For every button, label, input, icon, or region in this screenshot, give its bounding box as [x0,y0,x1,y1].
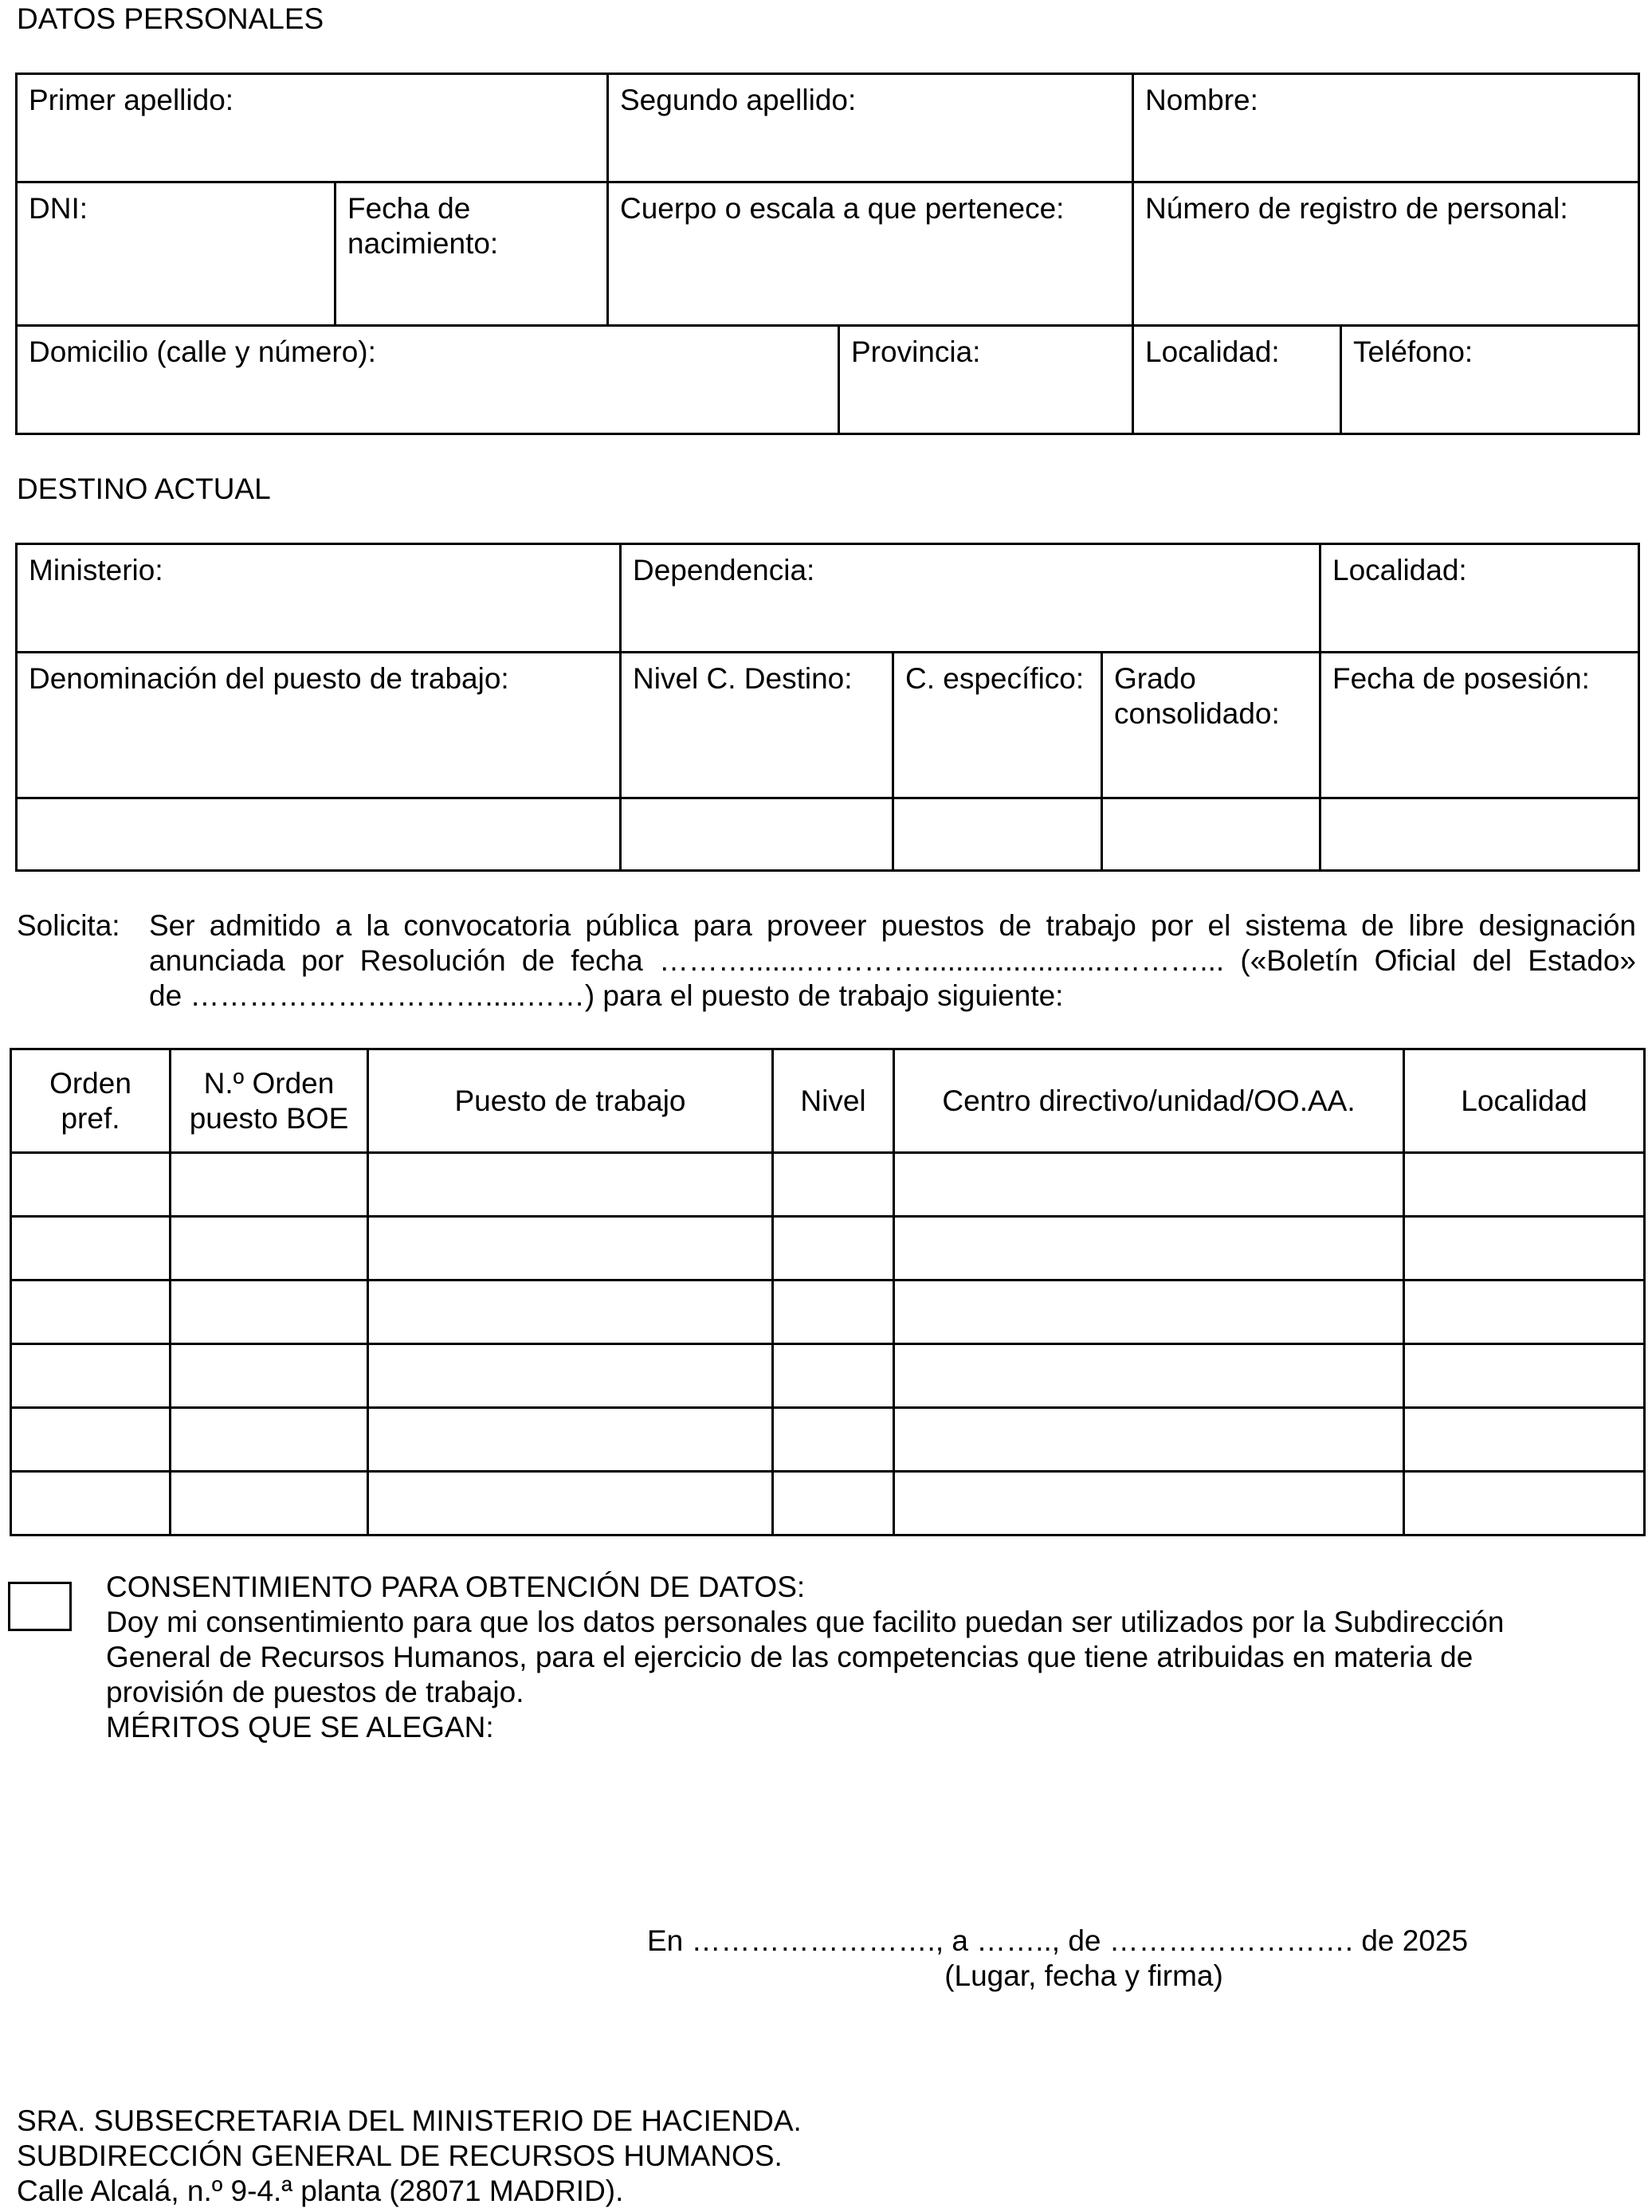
table-row [11,1472,1645,1535]
cell-nivel[interactable] [773,1408,894,1472]
field-localidad-destino[interactable] [1320,544,1639,653]
col-localidad: Localidad [1404,1049,1645,1153]
solicita-line-2: anunciada por Resolución de fecha ……….......………….......................………... («Boletín Oficial del Estado» [149,944,1636,977]
col-orden-pref [11,1049,171,1153]
col-orden-pref-line-1: Orden [49,1066,131,1100]
cell-centro-directivo[interactable] [894,1408,1404,1472]
fecha-nacimiento-label-1: Fecha de [347,192,471,225]
cell-puesto-trabajo[interactable] [368,1281,773,1344]
numero-registro-label: Número de registro de personal: [1145,192,1568,225]
cell-puesto-trabajo[interactable] [368,1217,773,1281]
field-dependencia[interactable] [621,544,1320,653]
ministerio-label: Ministerio: [29,554,163,586]
cell-orden-pref[interactable] [11,1281,171,1344]
cell-nivel[interactable] [773,1153,894,1217]
cell-centro-directivo[interactable] [894,1472,1404,1535]
table-row [11,1281,1645,1344]
cell-orden-boe[interactable] [171,1281,368,1344]
cell-localidad[interactable] [1404,1472,1645,1535]
col-orden-boe [171,1049,368,1153]
table-row [11,1153,1645,1217]
cell-nivel[interactable] [773,1281,894,1344]
solicita-label: Solicita: [17,909,120,942]
grado-label-2: consolidado: [1114,697,1280,730]
cell-localidad[interactable] [1404,1344,1645,1408]
dni-label: DNI: [29,192,88,225]
fecha-posesion-label: Fecha de posesión: [1332,662,1590,695]
col-nivel: Nivel [773,1049,894,1153]
field-nombre[interactable] [1133,74,1639,182]
field-primer-apellido[interactable] [17,74,608,182]
col-orden-pref-line-2: pref. [61,1101,120,1135]
table-row [11,1344,1645,1408]
cell-nivel[interactable] [773,1217,894,1281]
cell-orden-boe[interactable] [171,1472,368,1535]
table-row [11,1217,1645,1281]
cell-orden-pref[interactable] [11,1217,171,1281]
input-denominacion-puesto[interactable] [17,798,621,871]
field-nivel-destino[interactable] [621,653,893,798]
cell-puesto-trabajo[interactable] [368,1344,773,1408]
field-numero-registro[interactable] [1133,182,1639,326]
consent-line-2: General de Recursos Humanos, para el ejercicio de las competencias que tiene atribuidas en materia de [106,1641,1473,1673]
denominacion-puesto-label: Denominación del puesto de trabajo: [29,662,509,695]
field-grado-consolidado[interactable] [1102,653,1320,798]
field-fecha-posesion[interactable] [1320,653,1639,798]
col-orden-boe-line-1: N.º Orden [203,1066,335,1100]
nivel-destino-label: Nivel C. Destino: [633,662,853,695]
positions-header-row [11,1049,1645,1153]
consent-checkbox[interactable] [8,1582,72,1631]
input-nivel-destino[interactable] [621,798,893,871]
positions-body [11,1153,1645,1535]
cell-orden-boe[interactable] [171,1153,368,1217]
footer-addressee: SRA. SUBSECRETARIA DEL MINISTERIO DE HACIENDA. [17,2104,802,2137]
cell-centro-directivo[interactable] [894,1217,1404,1281]
input-complemento-especifico[interactable] [893,798,1102,871]
provincia-label: Provincia: [851,335,981,368]
field-segundo-apellido[interactable] [608,74,1133,182]
cell-localidad[interactable] [1404,1217,1645,1281]
primer-apellido-label: Primer apellido: [29,84,234,116]
col-puesto-trabajo: Puesto de trabajo [368,1049,773,1153]
grado-label-1: Grado [1114,662,1196,695]
col-orden-boe-line-2: puesto BOE [189,1101,349,1135]
cell-orden-pref[interactable] [11,1472,171,1535]
section-title-datos-personales: DATOS PERSONALES [17,2,324,35]
nombre-label: Nombre: [1145,84,1258,116]
cell-orden-boe[interactable] [171,1344,368,1408]
field-fecha-nacimiento[interactable] [336,182,608,326]
cell-nivel[interactable] [773,1472,894,1535]
solicita-line-3: de ………………………….....……) para el puesto de trabajo siguiente: [149,979,1064,1012]
cell-puesto-trabajo[interactable] [368,1408,773,1472]
signature-caption: (Lugar, fecha y firma) [944,1959,1223,1992]
field-denominacion-puesto[interactable] [17,653,621,798]
consent-line-1: Doy mi consentimiento para que los datos personales que facilito puedan ser utilizados por la Subdirección [106,1606,1505,1638]
consent-title: CONSENTIMIENTO PARA OBTENCIÓN DE DATOS: [106,1571,806,1603]
field-localidad[interactable] [1133,326,1341,434]
field-telefono[interactable] [1341,326,1639,434]
cell-nivel[interactable] [773,1344,894,1408]
fecha-nacimiento-label-2: nacimiento: [347,227,499,260]
footer-department: SUBDIRECCIÓN GENERAL DE RECURSOS HUMANOS. [17,2139,783,2172]
input-fecha-posesion[interactable] [1320,798,1639,871]
field-dni[interactable] [17,182,336,326]
cell-puesto-trabajo[interactable] [368,1153,773,1217]
consent-line-3: provisión de puestos de trabajo. [106,1676,524,1708]
field-domicilio[interactable] [17,326,839,434]
personal-data-table [15,73,1640,435]
localidad-destino-label: Localidad: [1332,554,1467,586]
footer-address: Calle Alcalá, n.º 9-4.ª planta (28071 MADRID). [17,2175,624,2207]
cell-localidad[interactable] [1404,1153,1645,1217]
localidad-label: Localidad: [1145,335,1280,368]
cuerpo-escala-label: Cuerpo o escala a que pertenece: [620,192,1065,225]
signature-place-date: En ……………………., a …….., de ……………………. de 2025 [647,1924,1469,1957]
cell-puesto-trabajo[interactable] [368,1472,773,1535]
solicita-line-1: Ser admitido a la convocatoria pública para proveer puestos de trabajo por el sistema de libre designación [149,909,1636,942]
cell-orden-pref[interactable] [11,1408,171,1472]
col-centro-directivo: Centro directivo/unidad/OO.AA. [894,1049,1404,1153]
cell-orden-boe[interactable] [171,1217,368,1281]
cell-localidad[interactable] [1404,1408,1645,1472]
positions-table [10,1048,1646,1536]
field-complemento-especifico[interactable] [893,653,1102,798]
table-row [11,1408,1645,1472]
input-grado-consolidado[interactable] [1102,798,1320,871]
cell-centro-directivo[interactable] [894,1281,1404,1344]
field-ministerio[interactable] [17,544,621,653]
cell-orden-pref[interactable] [11,1344,171,1408]
cell-centro-directivo[interactable] [894,1344,1404,1408]
meritos-label: MÉRITOS QUE SE ALEGAN: [106,1711,494,1743]
section-title-destino-actual: DESTINO ACTUAL [17,473,271,505]
cell-orden-boe[interactable] [171,1408,368,1472]
domicilio-label: Domicilio (calle y número): [29,335,376,368]
field-cuerpo-escala[interactable] [608,182,1133,326]
complemento-especifico-label: C. específico: [905,662,1085,695]
current-post-table [15,543,1640,872]
telefono-label: Teléfono: [1353,335,1473,368]
cell-localidad[interactable] [1404,1281,1645,1344]
field-provincia[interactable] [839,326,1133,434]
dependencia-label: Dependencia: [633,554,815,586]
segundo-apellido-label: Segundo apellido: [620,84,857,116]
cell-centro-directivo[interactable] [894,1153,1404,1217]
cell-orden-pref[interactable] [11,1153,171,1217]
